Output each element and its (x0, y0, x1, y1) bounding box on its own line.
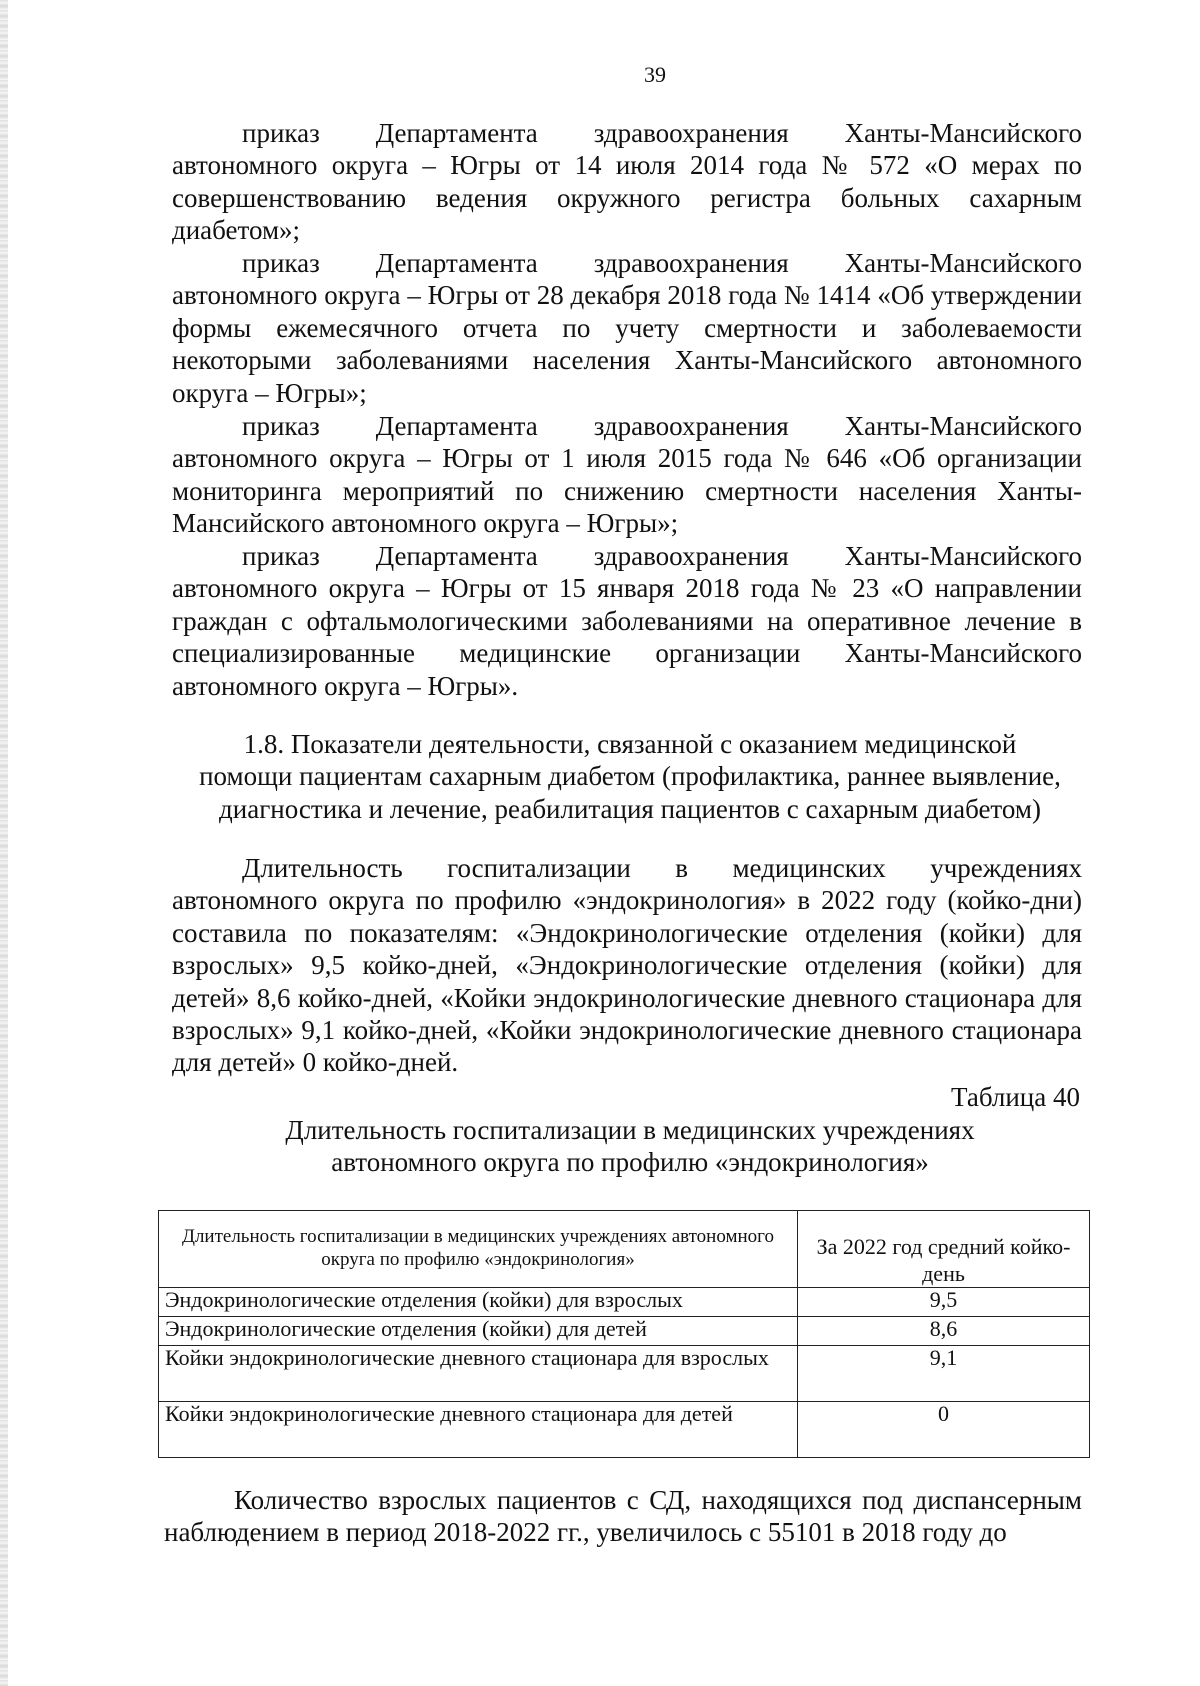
table-label: Таблица 40 (951, 1082, 1080, 1112)
table-row (159, 1402, 1090, 1458)
table-cell-name: Койки эндокринологические дневного стационара для детей (159, 1402, 798, 1458)
table-row (159, 1288, 1090, 1317)
table-header-col1: Длительность госпитализации в медицинских учреждениях автономного округа по профилю «эндокринология» (159, 1211, 798, 1288)
table-row (159, 1317, 1090, 1346)
section-paragraph: Длительность госпитализации в медицинских учреждениях автономного округа по профилю «эндокринология» в 2022 году (койко-дни) составила по показателям: «Эндокринологические отделения (койки) для взрослых» 9,5 койко-дней, «Эндокринологические отделения (койки) для детей» 8,6 койко-дней, «Койки эндокринологические дневного стационара для взрослых» 9,1 койко-дней, «Койки эндокринологические дневного стационара для детей» 0 койко-дней. (172, 853, 1082, 1078)
hospitalization-table (158, 1210, 1090, 1458)
order-paragraph-1: приказ Департамента здравоохранения Ханты-Мансийского автономного округа – Югры от 14 июля 2014 года № 572 «О мерах по совершенствованию ведения окружного регистра больных сахарным диабетом»; (172, 118, 1082, 246)
table-header-row (159, 1211, 1090, 1288)
table-row (159, 1346, 1090, 1402)
order-paragraph-4: приказ Департамента здравоохранения Ханты-Мансийского автономного округа – Югры от 15 января 2018 года № 23 «О направлении граждан с офтальмологическими заболеваниями на оперативное лечение в специализированные медицинские организации Ханты-Мансийского автономного округа – Югры». (172, 541, 1082, 701)
table-cell-value: 0 (798, 1402, 1090, 1458)
table-title-line-1: Длительность госпитализации в медицинских учреждениях (285, 1115, 975, 1145)
section-heading-line-2: помощи пациентам сахарным диабетом (профилактика, раннее выявление, (199, 761, 1061, 792)
table-title-line-2: автономного округа по профилю «эндокринология» (331, 1147, 929, 1178)
table-cell-name: Эндокринологические отделения (койки) для детей (159, 1317, 798, 1346)
table-cell-name: Койки эндокринологические дневного стационара для взрослых (159, 1346, 798, 1402)
order-paragraph-2: приказ Департамента здравоохранения Ханты-Мансийского автономного округа – Югры от 28 декабря 2018 года № 1414 «Об утверждении формы ежемесячного отчета по учету смертности и заболеваемости некоторыми заболеваниями населения Ханты-Мансийского автономного округа – Югры»; (172, 248, 1082, 408)
section-heading (160, 728, 1100, 825)
table-cell-name: Эндокринологические отделения (койки) для взрослых (159, 1288, 798, 1317)
table-cell-value: 9,1 (798, 1346, 1090, 1402)
table-header-col2: За 2022 год средний койко-день (798, 1211, 1090, 1288)
order-paragraph-3: приказ Департамента здравоохранения Ханты-Мансийского автономного округа – Югры от 1 июля 2015 года № 646 «Об организации мониторинга мероприятий по снижению смертности населения Ханты-Мансийского автономного округа – Югры»; (172, 411, 1082, 539)
section-heading-line-1: 1.8. Показатели деятельности, связанной с оказанием медицинской (243, 729, 1017, 759)
closing-paragraph: Количество взрослых пациентов с СД, находящихся под диспансерным наблюдением в период 2018-2022 гг., увеличилось с 55101 в 2018 году до (164, 1485, 1082, 1548)
section-heading-line-3: диагностика и лечение, реабилитация пациентов с сахарным диабетом) (219, 793, 1041, 824)
table-cell-value: 8,6 (798, 1317, 1090, 1346)
table-cell-value: 9,5 (798, 1288, 1090, 1317)
scan-edge (0, 0, 8, 1686)
table-title (160, 1114, 1100, 1179)
page-number: 39 (644, 62, 666, 87)
